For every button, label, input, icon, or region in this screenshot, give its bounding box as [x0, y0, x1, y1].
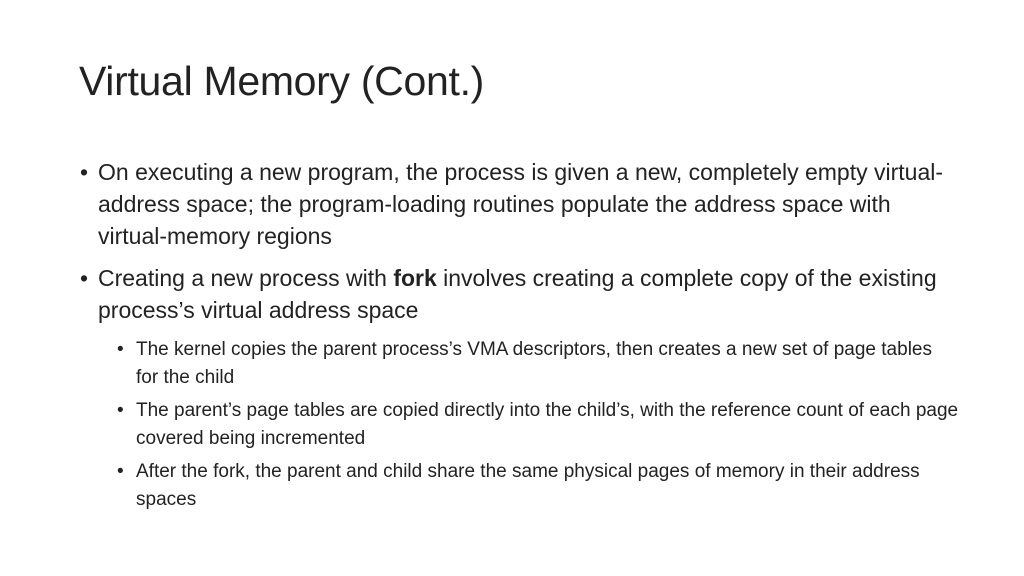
bullet-text: On executing a new program, the process is given a new, completely empty virtual-address space; the program-loading routines populate the address space with virtual-memory regions	[98, 159, 944, 249]
sub-bullet-text: The kernel copies the parent process’s VMA descriptors, then creates a new set of page tables for the child	[136, 339, 932, 388]
bullet-dot-icon: •	[80, 159, 89, 185]
bullet-text-after: involves creating a complete copy of the existing process’s virtual address space	[98, 265, 937, 323]
bullet-dot-icon: •	[80, 265, 89, 291]
bullet-item	[79, 262, 959, 326]
sub-bullet-dot-icon: •	[117, 461, 124, 482]
sub-bullet-text: After the fork, the parent and child share the same physical pages of memory in their address spaces	[136, 461, 920, 510]
sub-bullet-dot-icon: •	[117, 339, 124, 360]
bullet-item	[79, 156, 959, 252]
bullet-text-before: Creating a new process with	[98, 265, 394, 291]
slide-content	[79, 156, 959, 519]
sub-bullet-text: The parent’s page tables are copied directly into the child’s, with the reference count of each page covered being incremented	[136, 400, 959, 449]
bullet-bold-keyword: fork	[393, 265, 437, 291]
sub-bullet-item	[79, 458, 959, 514]
sub-bullet-item	[79, 336, 959, 392]
sub-bullet-item	[79, 397, 959, 453]
sub-bullet-list	[79, 336, 959, 514]
sub-bullet-dot-icon: •	[117, 400, 124, 421]
slide-title: Virtual Memory (Cont.)	[79, 58, 485, 104]
